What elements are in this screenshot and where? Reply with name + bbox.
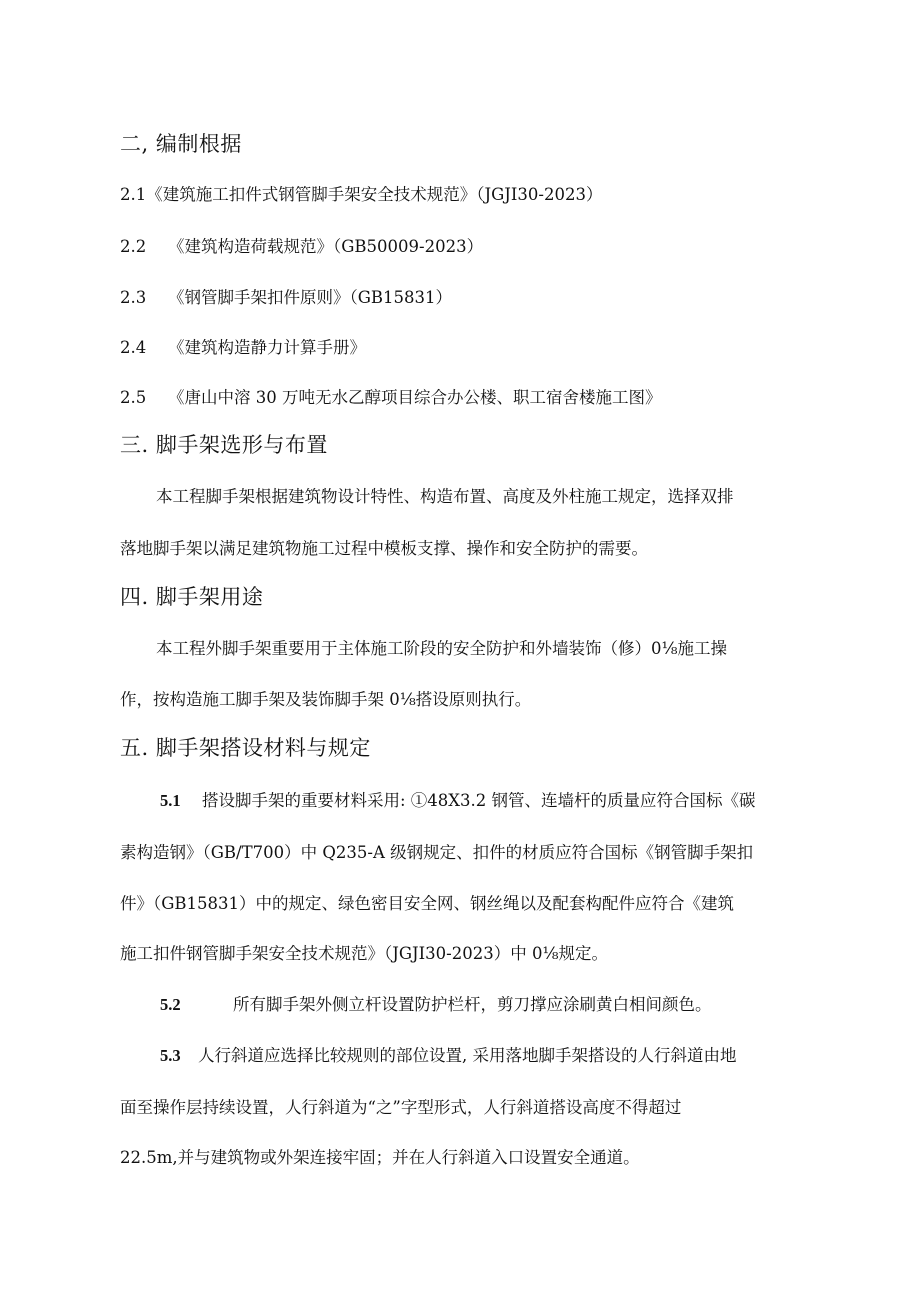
reference-number: 2.4: [120, 338, 147, 357]
paragraph-line: 落地脚手架以满足建筑物施工过程中模板支撑、操作和安全防护的需要。: [120, 539, 648, 558]
clause-5-2-line: [120, 994, 850, 1016]
paragraph-line: 22.5m,并与建筑物或外架连接牢固；并在人行斜道入口设置安全通道。: [120, 1148, 640, 1167]
clause-text: 所有脚手架外侧立杆设置防护栏杆，剪刀撑应涂刷黄白相间颜色。: [233, 995, 712, 1014]
reference-text: 《唐山中溶 30 万吨无水乙醇项目综合办公楼、职工宿舍楼施工图》: [168, 388, 662, 407]
reference-text: 《建筑施工扣件式钢管脚手架安全技术规范》（JGJI30-2023）: [146, 185, 603, 204]
paragraph-line: 施工扣件钢管脚手架安全技术规范》（JGJI30-2023）中 0⅛规定。: [120, 944, 608, 963]
clause-number: 5.3: [160, 1046, 181, 1065]
section-5-heading: 五. 脚手架搭设材料与规定: [120, 736, 371, 760]
reference-number: 2.2: [120, 237, 147, 256]
reference-item-2-1: [120, 184, 603, 206]
reference-text: 《钢管脚手架扣件原则》（GB15831）: [168, 288, 453, 307]
reference-number: 2.5: [120, 388, 147, 407]
clause-number: 5.2: [160, 995, 181, 1014]
clause-5-3-line: [120, 1045, 850, 1067]
reference-number: 2.1: [120, 185, 147, 204]
reference-item-2-4: [120, 337, 366, 359]
reference-item-2-5: [120, 387, 662, 409]
paragraph-line: 本工程外脚手架重要用于主体施工阶段的安全防护和外墙装饰（修）0⅛施工操: [156, 639, 727, 658]
paragraph-line: 本工程脚手架根据建筑物设计特性、构造布置、高度及外柱施工规定，选择双排: [156, 487, 734, 506]
paragraph-line: 面至操作层持续设置，人行斜道为“之”字型形式，人行斜道搭设高度不得超过: [120, 1098, 682, 1117]
reference-item-2-3: [120, 287, 452, 309]
reference-text: 《建筑构造静力计算手册》: [168, 338, 366, 357]
paragraph-line: 素构造钢》（GB/T700）中 Q235-A 级钢规定、扣件的材质应符合国标《钢管脚手架扣: [120, 843, 754, 862]
section-2-heading: 二, 编制根据: [120, 132, 242, 156]
clause-text: 搭设脚手架的重要材料采用: ①48X3.2 钢管、连墙杆的质量应符合国标《碳: [202, 791, 756, 810]
clause-5-1-line: [120, 790, 850, 812]
paragraph-line: 件》（GB15831）中的规定、绿色密目安全网、钢丝绳以及配套构配件应符合《建筑: [120, 894, 735, 913]
reference-number: 2.3: [120, 288, 147, 307]
section-4-heading: 四. 脚手架用途: [120, 585, 264, 609]
section-3-heading: 三. 脚手架选形与布置: [120, 433, 328, 457]
reference-item-2-2: [120, 236, 483, 258]
clause-number: 5.1: [160, 791, 181, 810]
clause-text: 人行斜道应选择比较规则的部位设置, 采用落地脚手架搭设的人行斜道由地: [198, 1046, 737, 1065]
paragraph-line: 作，按构造施工脚手架及装饰脚手架 0⅛搭设原则执行。: [120, 690, 532, 709]
reference-text: 《建筑构造荷载规范》（GB50009-2023）: [168, 237, 484, 256]
